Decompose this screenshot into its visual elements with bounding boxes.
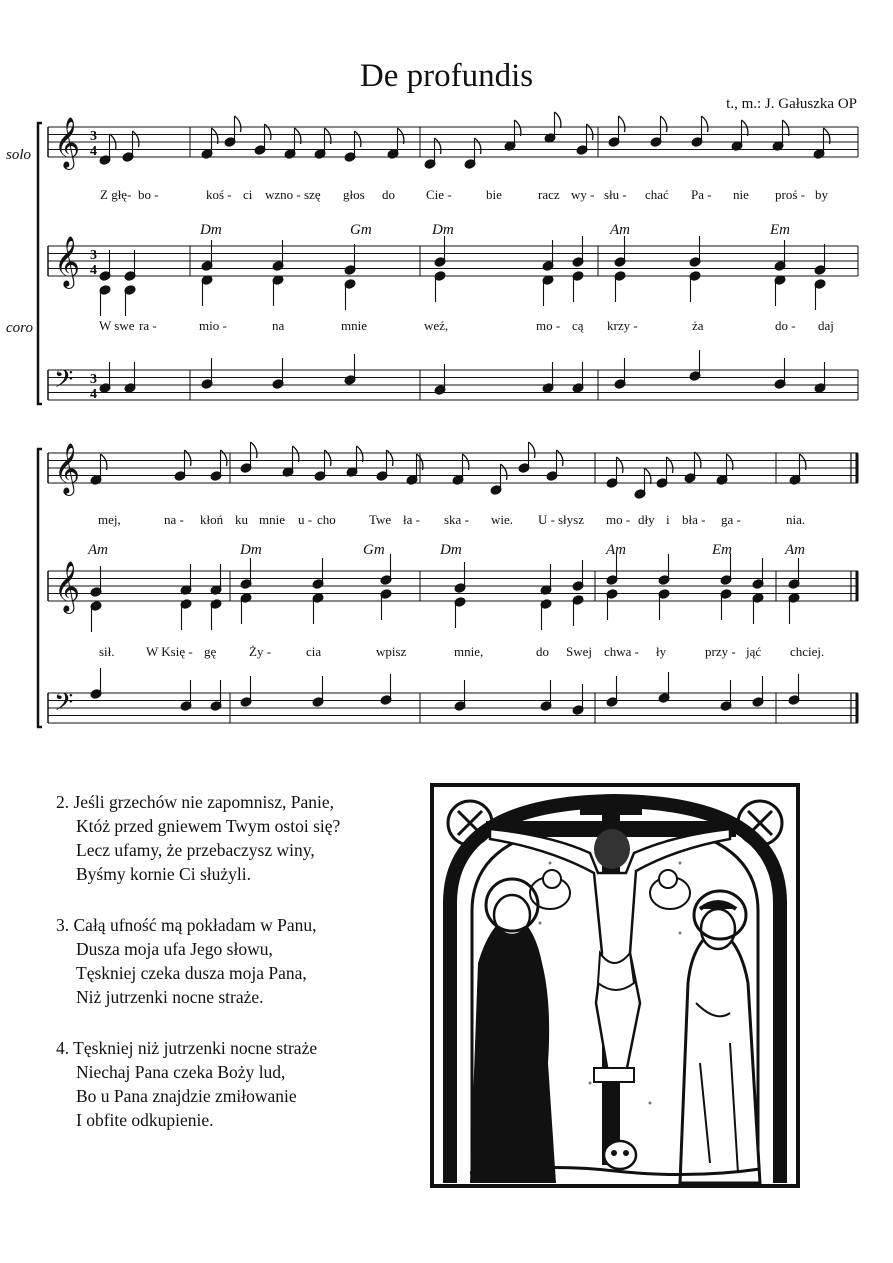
syllable: przy -	[705, 644, 736, 659]
chord-symbol: Am	[785, 542, 805, 558]
system-bracket	[38, 123, 42, 404]
verses	[56, 790, 416, 1159]
note-flag	[357, 446, 363, 462]
note-flag	[221, 450, 227, 466]
syllable: ku	[235, 512, 248, 527]
syllable: sił.	[99, 644, 115, 659]
syllable: Cie -	[426, 187, 452, 202]
syllable: chciej.	[790, 644, 825, 659]
syllable: W swe	[99, 318, 135, 333]
syllable: nie	[733, 187, 749, 202]
syllable: Ży -	[249, 644, 272, 659]
treble-clef-icon: 𝄞	[54, 561, 81, 612]
syllable: koś -	[206, 187, 232, 202]
note-flag	[387, 450, 393, 466]
note-flag	[355, 131, 361, 147]
syllable: ła -	[403, 512, 420, 527]
syllable: Z głę-	[100, 187, 132, 202]
notes	[90, 112, 830, 715]
verse-4	[56, 1036, 416, 1132]
note-flag	[783, 120, 789, 136]
syllable: U -	[538, 512, 555, 527]
syllable: głos	[343, 187, 365, 202]
note-flag	[515, 120, 521, 136]
chord-symbol: Am	[606, 542, 626, 558]
verse-line: Lecz ufamy, że przebaczysz winy,	[76, 840, 315, 860]
note-flag	[185, 450, 191, 466]
time-signature: 4	[90, 387, 97, 402]
note-flag	[702, 116, 708, 132]
chord-symbol: Am	[88, 542, 108, 558]
syllable: jąć	[746, 644, 762, 659]
syllable: mej,	[98, 512, 121, 527]
syllable: na	[272, 318, 285, 333]
note-flag	[475, 138, 481, 154]
note-flag	[235, 116, 241, 132]
syllable: cho	[317, 512, 336, 527]
syllable: słysz	[558, 512, 584, 527]
verse-line: Dusza moja ufa Jego słowu,	[76, 939, 273, 959]
treble-clef-icon: 𝄞	[54, 117, 81, 168]
verse-line: Byśmy kornie Ci służyli.	[76, 864, 251, 884]
crucifixion-illustration	[430, 783, 800, 1188]
coro-label: coro	[6, 320, 33, 336]
syllable: mnie	[259, 512, 285, 527]
time-signature: 4	[90, 263, 97, 278]
verse-line: Niechaj Pana czeka Boży lud,	[76, 1062, 286, 1082]
note-flag	[325, 450, 331, 466]
syllable: u -	[298, 512, 313, 527]
note-flag	[133, 131, 139, 147]
syllable: kłoń	[200, 512, 224, 527]
verse-line: 4. Tęskniej niż jutrzenki nocne straże	[56, 1038, 318, 1058]
syllable: wy -	[571, 187, 595, 202]
treble-clef-icon: 𝄞	[54, 443, 81, 494]
syllable: mo -	[606, 512, 631, 527]
syllable: słu -	[604, 187, 627, 202]
syllable: daj	[818, 318, 834, 333]
syllable: Twe	[369, 512, 392, 527]
verse-2	[56, 790, 416, 886]
bass-clef-icon: 𝄢	[54, 688, 74, 723]
syllable: Swej	[566, 644, 592, 659]
syllable: gę	[204, 644, 217, 659]
syllable: W Księ -	[146, 644, 193, 659]
staff-lines	[38, 117, 858, 727]
note-flag	[667, 457, 673, 473]
syllable: do	[536, 644, 549, 659]
chord-symbol: Dm	[440, 542, 462, 558]
syllable: wie.	[491, 512, 514, 527]
time-signature: 3	[90, 129, 97, 144]
note-flag	[661, 116, 667, 132]
syllable: do	[382, 187, 395, 202]
syllable: na -	[164, 512, 184, 527]
syllable: cą	[572, 318, 584, 333]
time-signature: 4	[90, 144, 97, 159]
note-flag	[251, 442, 257, 458]
syllable: bo -	[138, 187, 159, 202]
syllable: wzno -	[265, 187, 301, 202]
verse-line: I obfite odkupienie.	[76, 1110, 214, 1130]
verse-line: 3. Całą ufność mą pokładam w Panu,	[56, 915, 317, 935]
chord-symbol: Em	[712, 542, 732, 558]
syllable: chać	[645, 187, 669, 202]
song-title: De profundis	[359, 58, 534, 94]
syllable: ły	[656, 644, 667, 659]
syllable: ra -	[139, 318, 157, 333]
note-flag	[529, 442, 535, 458]
syllable: ci	[243, 187, 253, 202]
note-flag	[435, 138, 441, 154]
note-flag	[587, 124, 593, 140]
verse-line: Któż przed gniewem Twym ostoi się?	[76, 816, 341, 836]
chord-symbol: Dm	[432, 222, 454, 238]
syllable: wpisz	[376, 644, 407, 659]
syllable: cia	[306, 644, 322, 659]
syllable: szę	[304, 187, 321, 202]
verse-line: Tęskniej czeka dusza moja Pana,	[76, 963, 307, 983]
note-flag	[555, 112, 561, 128]
chord-symbol: Dm	[240, 542, 262, 558]
syllable: mio -	[199, 318, 227, 333]
syllable: mnie,	[454, 644, 484, 659]
syllable: mnie	[341, 318, 367, 333]
note-flag	[557, 450, 563, 466]
time-signature: 3	[90, 248, 97, 263]
system-bracket	[38, 449, 42, 727]
syllable: chwa -	[604, 644, 640, 659]
chord-symbol: Am	[610, 222, 630, 238]
syllable: bła -	[682, 512, 706, 527]
treble-clef-icon: 𝄞	[54, 236, 81, 287]
note-flag	[293, 446, 299, 462]
syllable: proś -	[775, 187, 805, 202]
note-flag	[742, 120, 748, 136]
solo-label: solo	[6, 147, 32, 163]
bass-clef-icon: 𝄢	[54, 365, 74, 400]
syllable: krzy -	[607, 318, 638, 333]
syllable: ża	[692, 318, 704, 333]
time-signature: 3	[90, 372, 97, 387]
syllable: mo -	[536, 318, 561, 333]
syllable: i	[666, 512, 670, 527]
syllable: ska -	[444, 512, 469, 527]
note-flag	[265, 124, 271, 140]
verse-line: Niż jutrzenki nocne straże.	[76, 987, 264, 1007]
chord-symbol: Gm	[350, 222, 372, 238]
syllable: ga -	[721, 512, 741, 527]
note-flag	[619, 116, 625, 132]
syllable: racz	[538, 187, 560, 202]
chord-symbol: Em	[770, 222, 790, 238]
note-flag	[617, 457, 623, 473]
note-flag	[501, 464, 507, 480]
verse-3	[56, 913, 416, 1009]
verse-line: Bo u Pana znajdzie zmiłowanie	[76, 1086, 297, 1106]
syllable: Pa -	[691, 187, 712, 202]
syllable: dły	[638, 512, 655, 527]
syllable: by	[815, 187, 828, 202]
chord-symbol: Gm	[363, 542, 385, 558]
author-credit: t., m.: J. Gałuszka OP	[726, 96, 857, 112]
syllable: bie	[486, 187, 502, 202]
syllable: do -	[775, 318, 796, 333]
syllable: nia.	[786, 512, 806, 527]
verse-line: 2. Jeśli grzechów nie zapomnisz, Panie,	[56, 792, 334, 812]
syllable: weź,	[424, 318, 449, 333]
chord-symbol: Dm	[200, 222, 222, 238]
